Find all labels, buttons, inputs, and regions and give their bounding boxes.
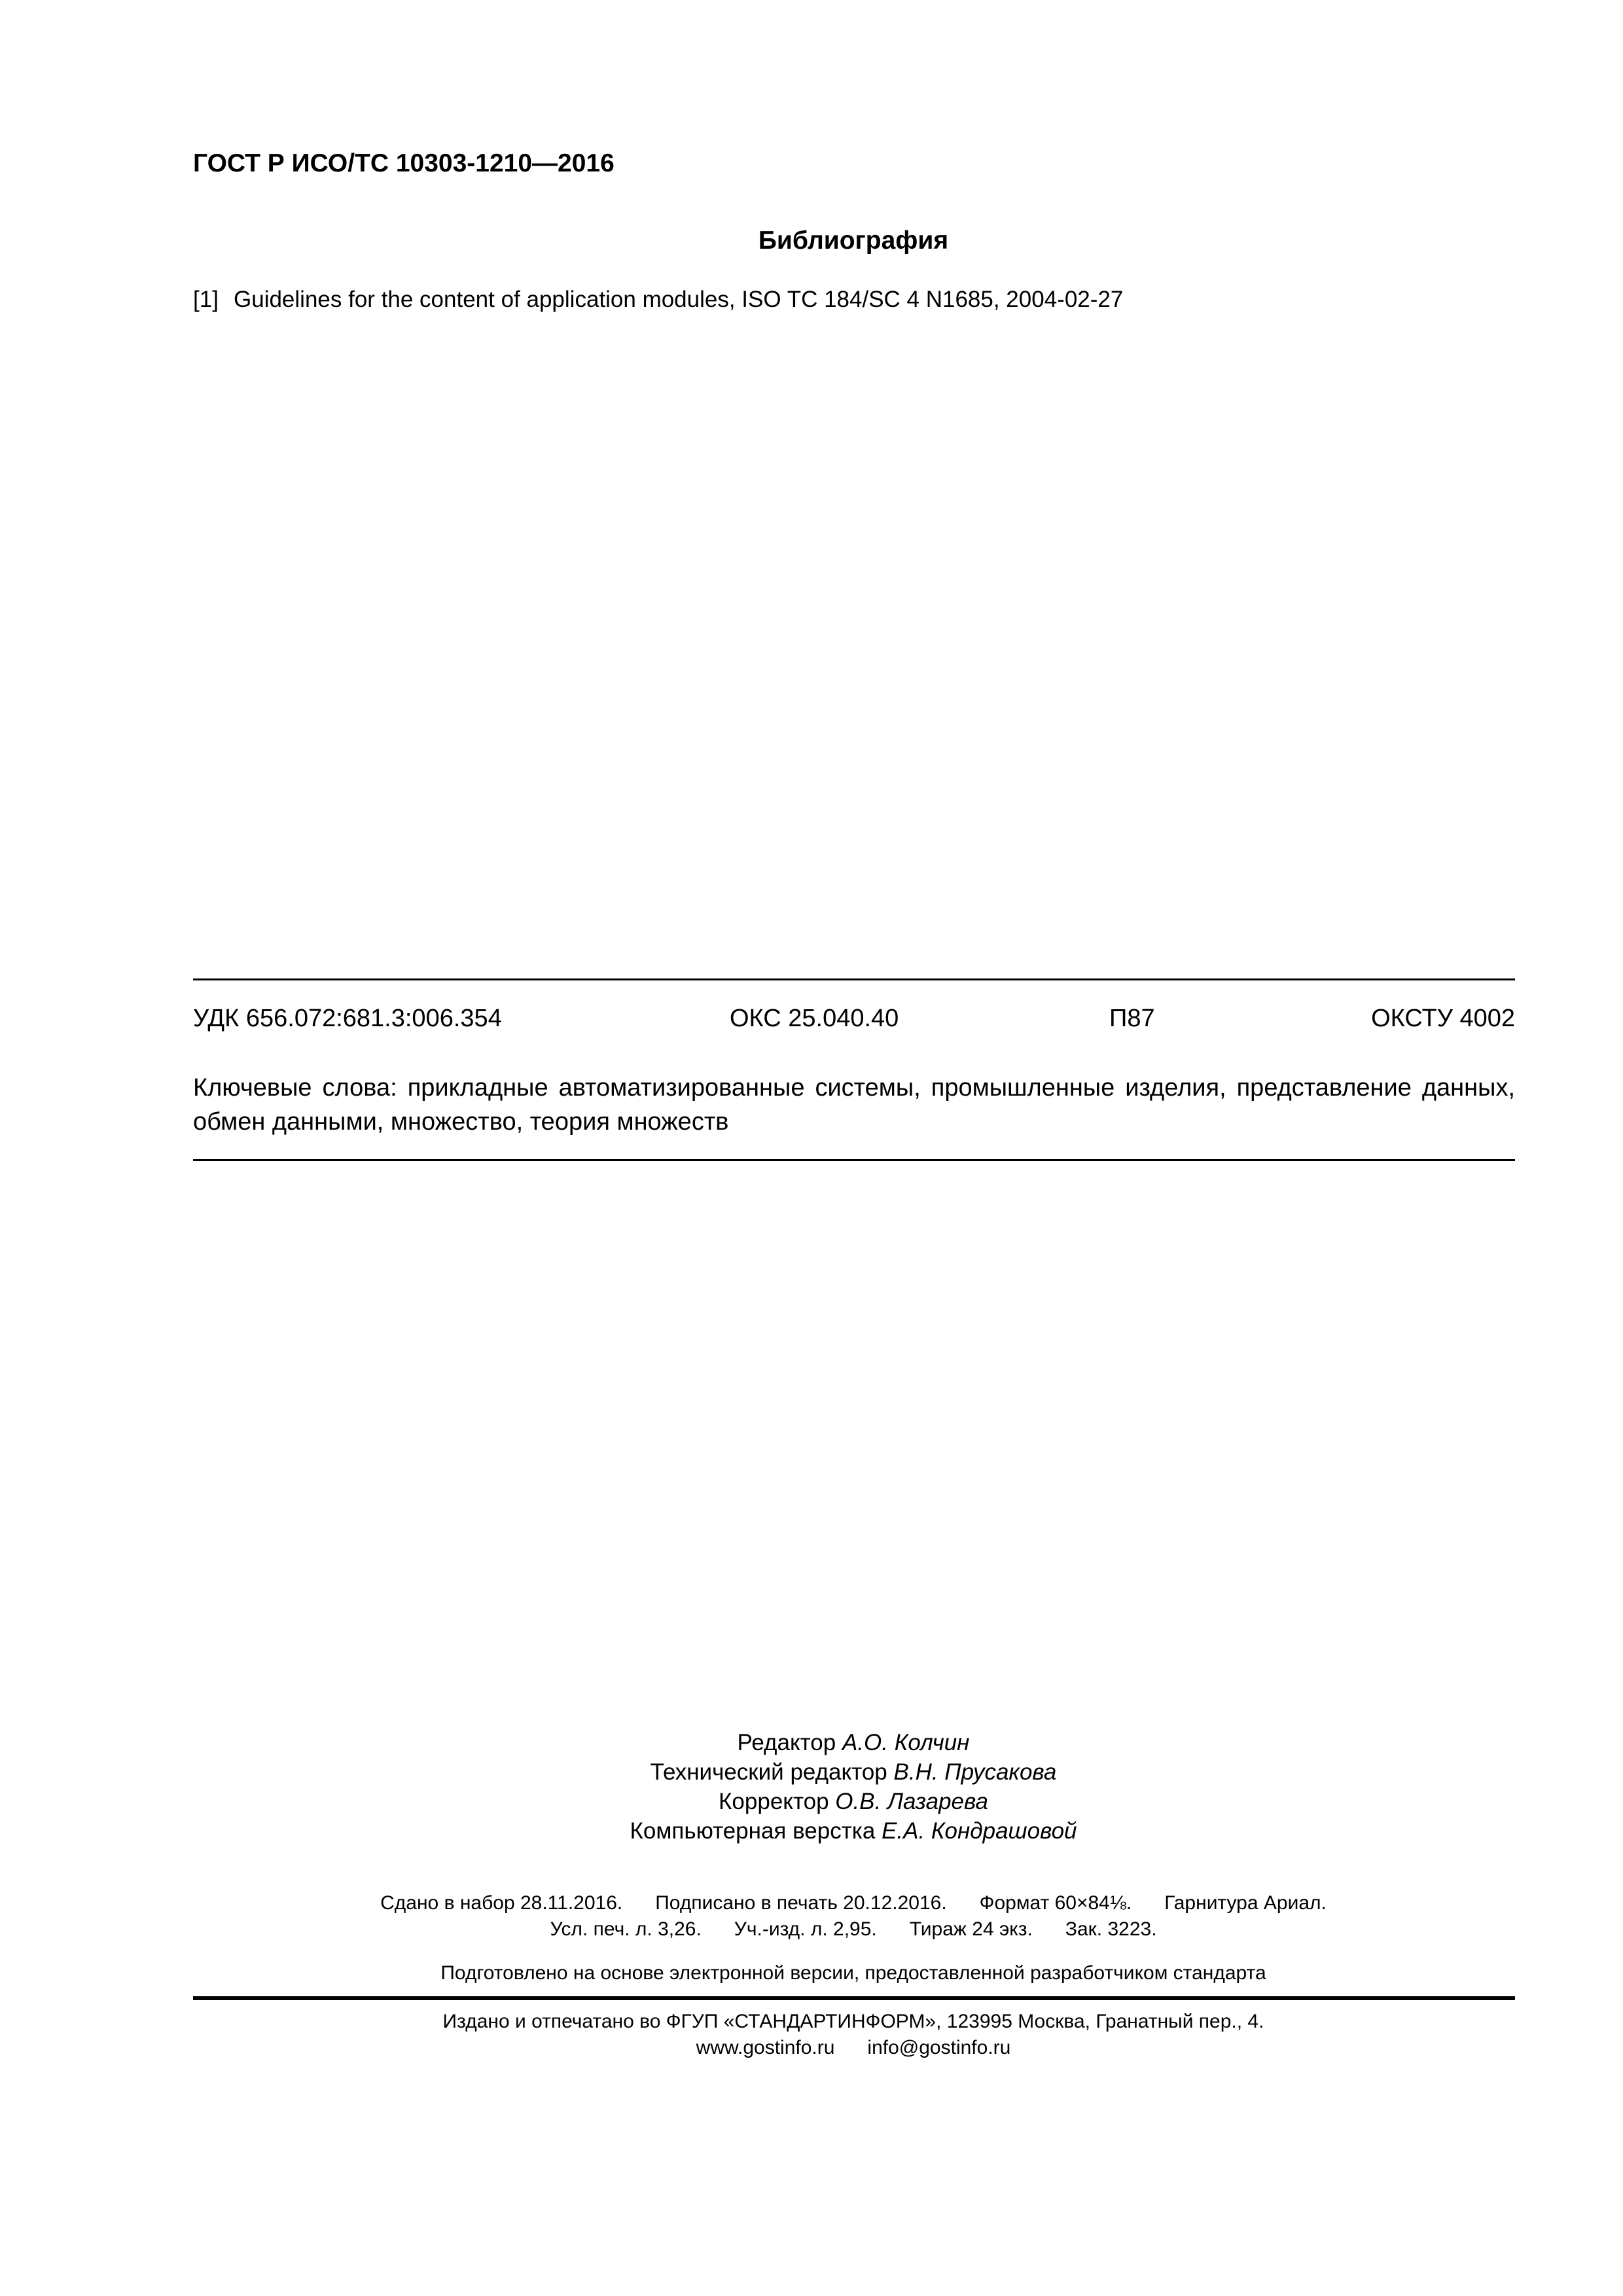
print-info-line-2: Усл. печ. л. 3,26. Уч.-изд. л. 2,95. Тираж 24 экз. Зак. 3223. (550, 1918, 1157, 1940)
divider-bottom (193, 1996, 1515, 2000)
print-info (0, 1890, 1623, 1943)
credit-name: О.В. Лазарева (835, 1789, 988, 1814)
bibliography-entry-number: [1] (193, 287, 219, 312)
bibliography-entry-text: Guidelines for the content of application modules, ISO TC 184/SC 4 N1685, 2004-02-27 (234, 287, 1124, 312)
okstu-code: ОКСТУ 4002 (1371, 1005, 1515, 1032)
divider-middle (193, 1159, 1515, 1161)
credit-editor (0, 1728, 1623, 1757)
prepared-note: Подготовлено на основе электронной версии, предоставленной разработчиком стандарта (440, 1962, 1266, 1984)
bibliography-entry (193, 287, 1123, 313)
credit-name: В.Н. Прусакова (893, 1759, 1057, 1785)
credit-role: Корректор (719, 1789, 829, 1814)
p-code: П87 (1109, 1005, 1155, 1032)
credit-technical-editor (0, 1757, 1623, 1787)
oks-code: ОКС 25.040.40 (730, 1005, 899, 1032)
credit-proofreader (0, 1787, 1623, 1816)
credit-role: Технический редактор (650, 1759, 887, 1785)
keywords: Ключевые слова: прикладные автоматизированные системы, промышленные изделия, представление данных, обмен данными, множество, теория множеств (193, 1074, 1515, 1136)
document-code: ГОСТ Р ИСО/ТС 10303-1210—2016 (193, 149, 615, 177)
publisher-links[interactable]: www.gostinfo.ru info@gostinfo.ru (696, 2037, 1011, 2058)
divider-top (193, 978, 1515, 980)
udk-code: УДК 656.072:681.3:006.354 (193, 1005, 502, 1032)
credit-role: Компьютерная верстка (630, 1818, 876, 1844)
credit-name: Е.А. Кондрашовой (882, 1818, 1077, 1844)
publisher-line-1: Издано и отпечатано во ФГУП «СТАНДАРТИНФОРМ», 123995 Москва, Гранатный пер., 4. (442, 2011, 1264, 2032)
credit-role: Редактор (737, 1730, 836, 1755)
credit-layout (0, 1816, 1623, 1846)
credit-name: А.О. Колчин (842, 1730, 970, 1755)
bibliography-heading: Библиография (758, 226, 949, 255)
print-info-line-1: Сдано в набор 28.11.2016. Подписано в печать 20.12.2016. Формат 60×84⅛. Гарнитура Ариал. (380, 1892, 1327, 1914)
credits-block (0, 1728, 1623, 1846)
publisher-info (0, 2009, 1623, 2061)
